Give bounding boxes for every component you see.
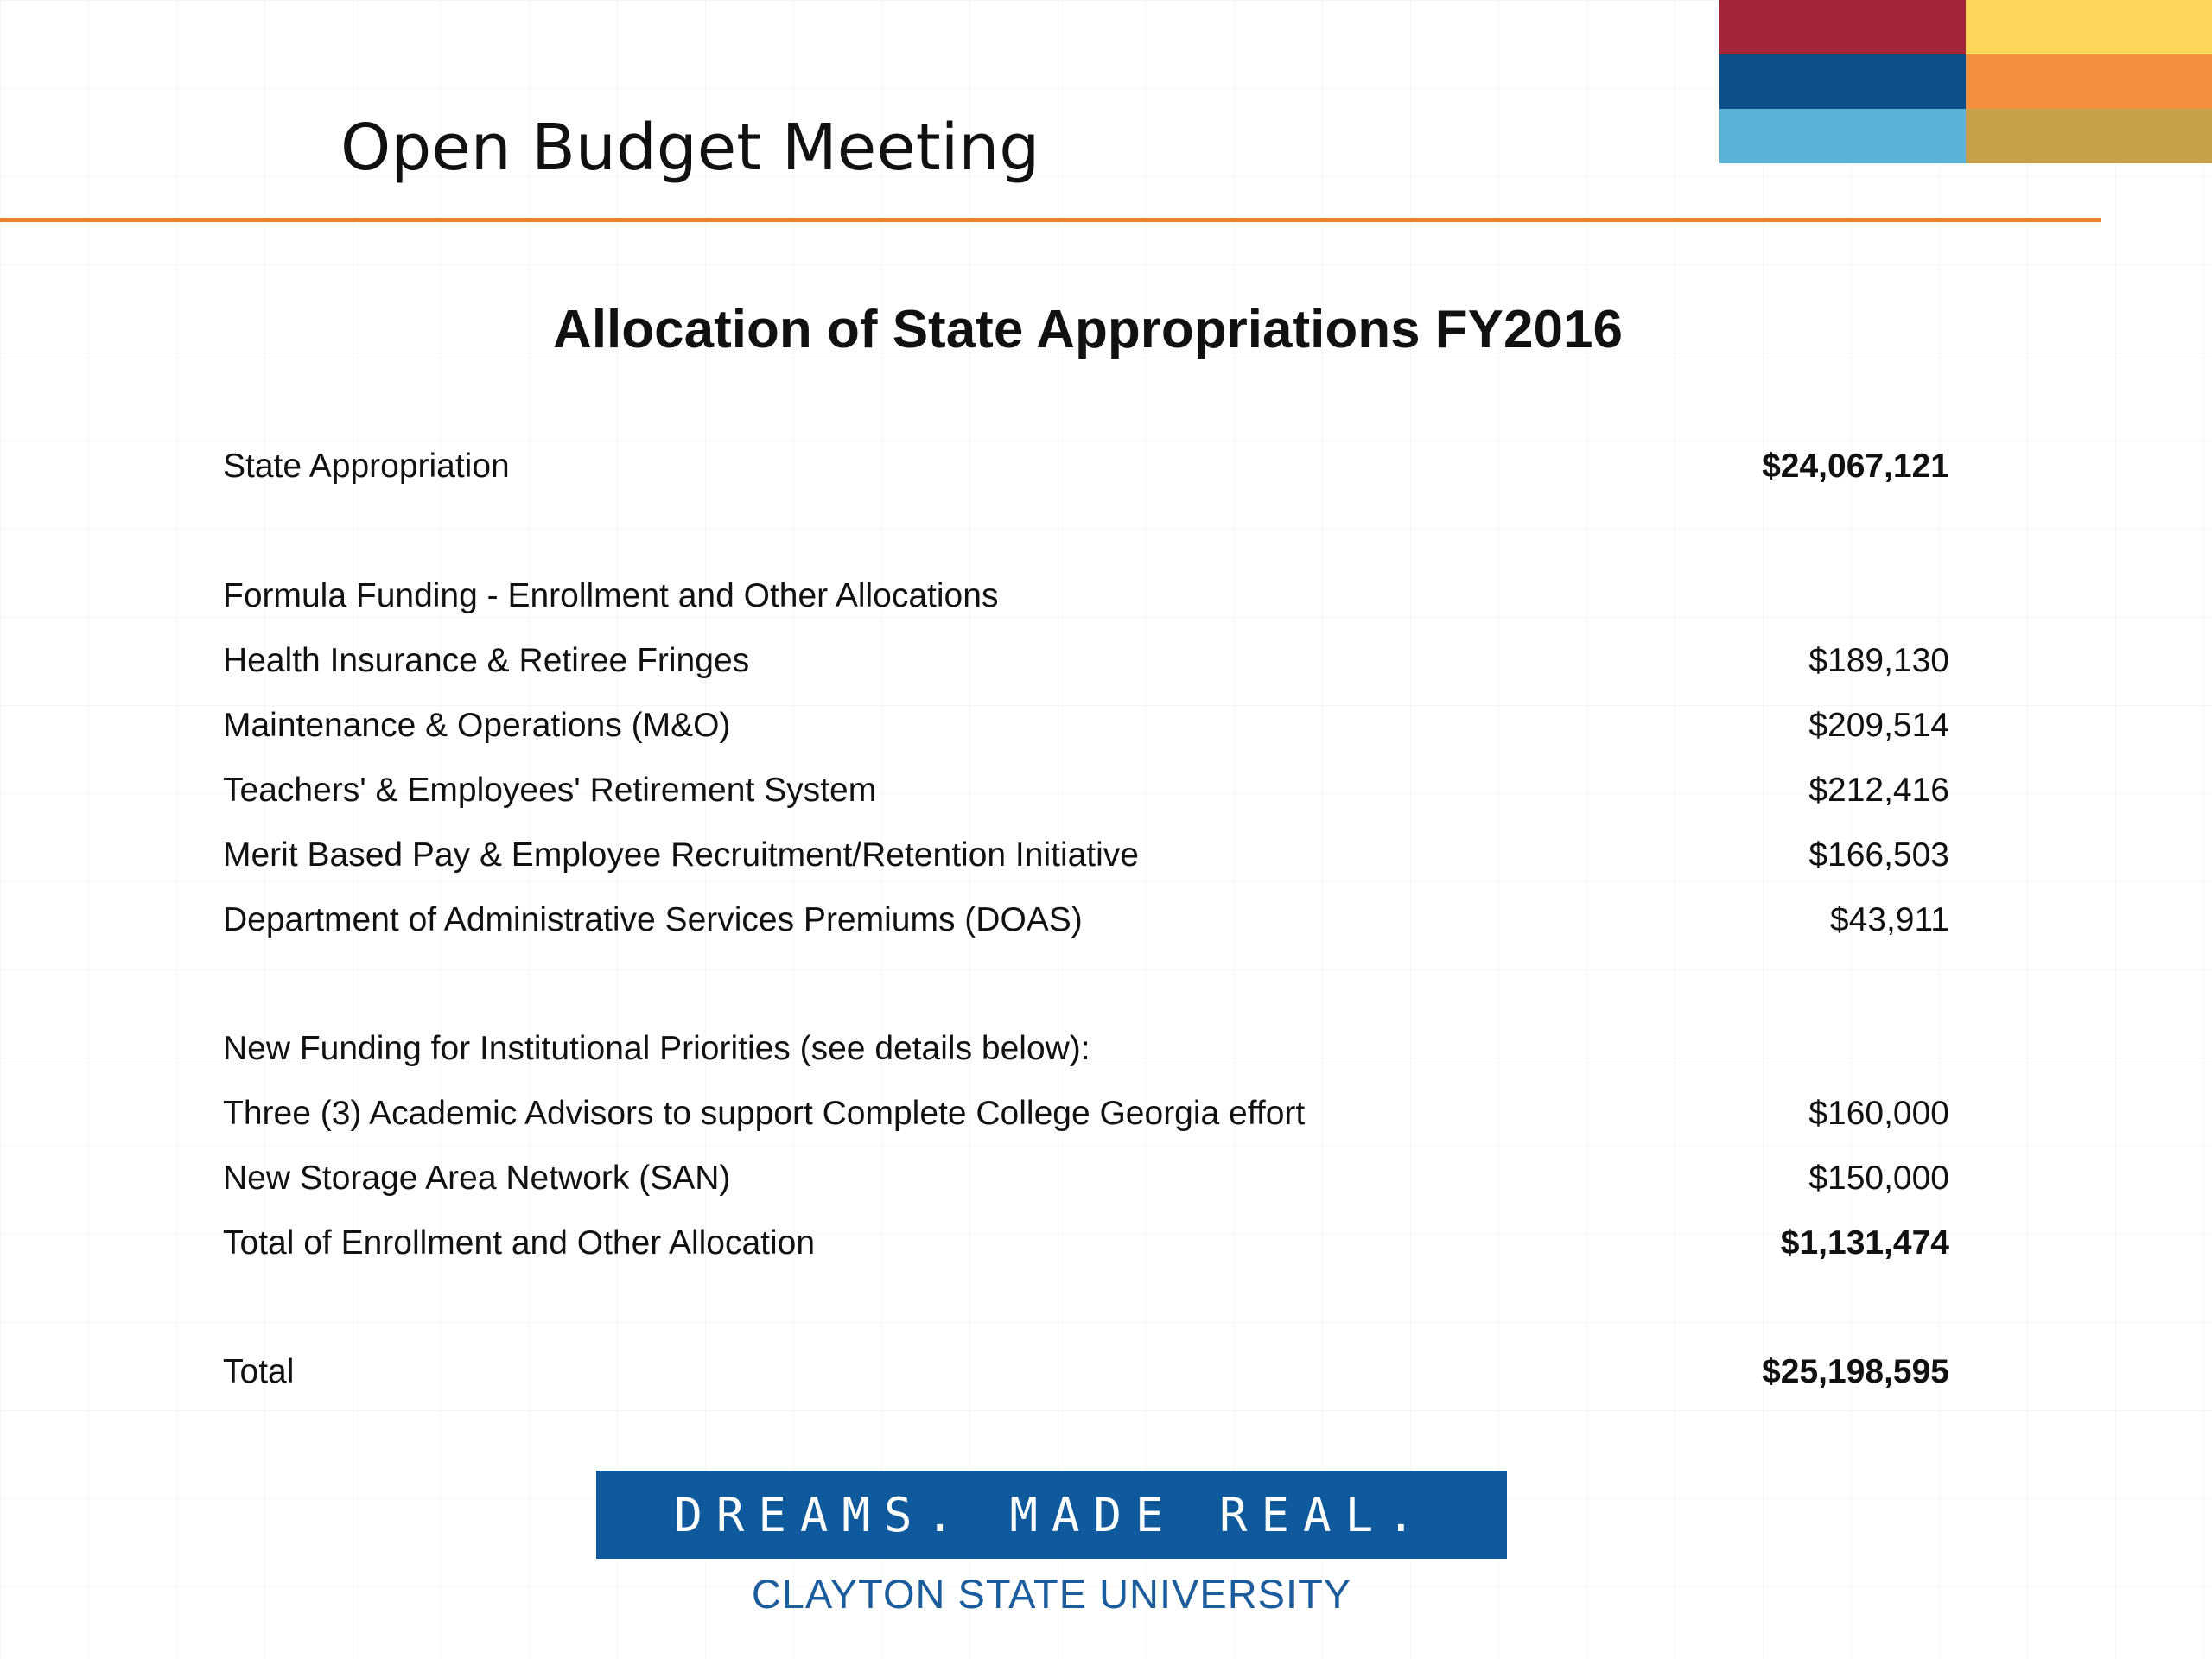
color-block-orange <box>1966 54 2212 109</box>
color-block-sky <box>1719 109 1966 163</box>
row-label: Total of Enrollment and Other Allocation <box>223 1224 816 1262</box>
color-block-navy <box>1719 54 1966 109</box>
row-label: Health Insurance & Retiree Fringes <box>223 642 750 679</box>
row-amount: $43,911 <box>1829 901 1949 938</box>
line-item-row <box>223 707 1949 759</box>
row-amount: $189,130 <box>1808 642 1949 679</box>
row-label: Teachers' & Employees' Retirement System <box>223 772 877 809</box>
line-item-row <box>223 836 1949 888</box>
state-appropriation-row <box>223 448 1949 499</box>
row-label: State Appropriation <box>223 448 510 485</box>
line-item-row <box>223 901 1949 953</box>
color-block-crimson <box>1719 0 1966 54</box>
line-item-row <box>223 642 1949 694</box>
color-block-gold <box>1966 109 2212 163</box>
line-item-row <box>223 1160 1949 1211</box>
row-amount: $24,067,121 <box>1762 448 1949 485</box>
row-amount: $166,503 <box>1808 836 1949 874</box>
title-divider <box>0 218 2101 222</box>
slogan-banner <box>596 1471 1507 1559</box>
row-label: Department of Administrative Services Premiums (DOAS) <box>223 901 1083 938</box>
row-amount: $209,514 <box>1808 707 1949 744</box>
color-block-yellow <box>1966 0 2212 54</box>
slogan-text: DREAMS. MADE REAL. <box>674 1487 1429 1542</box>
total-row <box>223 1353 1949 1405</box>
row-amount: $212,416 <box>1808 772 1949 809</box>
row-label: New Storage Area Network (SAN) <box>223 1160 731 1197</box>
new-funding-section-heading <box>223 1030 1949 1082</box>
row-label: Three (3) Academic Advisors to support Complete College Georgia effort <box>223 1095 1306 1132</box>
row-amount: $150,000 <box>1808 1160 1949 1197</box>
line-item-row <box>223 1095 1949 1147</box>
subtotal-row <box>223 1224 1949 1276</box>
row-amount: $1,131,474 <box>1780 1224 1949 1262</box>
university-name: CLAYTON STATE UNIVERSITY <box>751 1571 1352 1617</box>
row-label: Merit Based Pay & Employee Recruitment/Retention Initiative <box>223 836 1139 874</box>
row-amount: $25,198,595 <box>1762 1353 1949 1390</box>
document-heading: Allocation of State Appropriations FY2016 <box>553 300 1623 359</box>
section-label: Formula Funding - Enrollment and Other Allocations <box>223 577 999 614</box>
formula-section-heading <box>223 577 1949 629</box>
line-item-row <box>223 772 1949 823</box>
color-blocks-decoration <box>1719 0 2212 164</box>
row-amount: $160,000 <box>1808 1095 1949 1132</box>
section-label: New Funding for Institutional Priorities (see details below): <box>223 1030 1090 1067</box>
row-label: Total <box>223 1353 295 1390</box>
slide-title: Open Budget Meeting <box>340 111 1040 185</box>
row-label: Maintenance & Operations (M&O) <box>223 707 731 744</box>
